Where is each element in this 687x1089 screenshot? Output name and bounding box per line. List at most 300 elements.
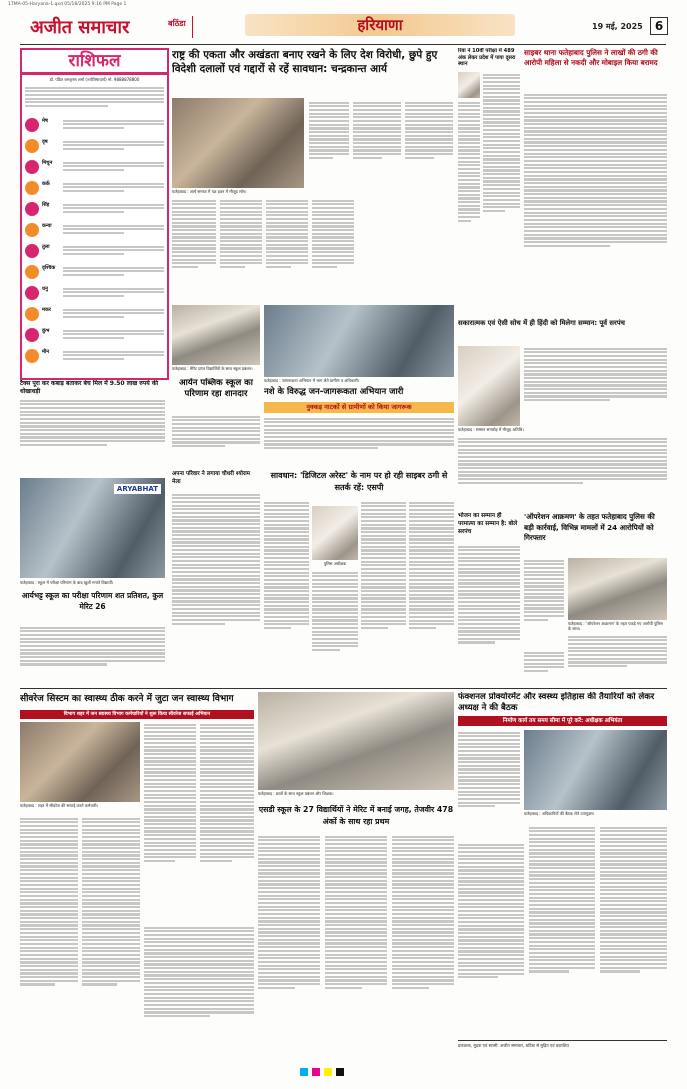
text-line [264, 542, 309, 544]
text-line [63, 351, 164, 353]
text-line [264, 520, 309, 522]
text-line [144, 764, 196, 766]
text-line [312, 266, 337, 268]
text-line [361, 561, 406, 563]
text-line [200, 783, 254, 785]
text-line [258, 961, 320, 963]
text-line [20, 847, 78, 849]
print-slug: 17MA-05-Haryana-1.qxd 05/18/2025 9:16 PM Page 1 [8, 2, 127, 7]
text-line [63, 288, 164, 290]
rashi-label: कुंभ [42, 328, 50, 334]
text-line [529, 904, 595, 906]
text-line [312, 579, 358, 581]
text-line [458, 746, 520, 748]
text-line [20, 851, 78, 853]
text-line [325, 865, 387, 867]
text-line [200, 771, 254, 773]
text-line [392, 883, 454, 885]
text-line [529, 970, 569, 972]
text-line [172, 218, 216, 220]
text-line [524, 607, 564, 609]
text-line [264, 502, 309, 504]
text-line [458, 925, 524, 927]
text-line [264, 557, 309, 559]
text-line [172, 582, 260, 584]
text-line [325, 983, 387, 985]
text-line [524, 351, 667, 353]
text-line [264, 418, 454, 420]
text-line [258, 968, 320, 970]
text-line [144, 945, 254, 947]
text-line [264, 429, 454, 431]
text-line [63, 225, 164, 227]
text-line [82, 836, 140, 838]
rashi-label: धनु [42, 286, 48, 292]
text-line [405, 124, 453, 126]
text-line [483, 144, 520, 146]
text-line [172, 251, 216, 253]
text-line [200, 779, 254, 781]
text-line [20, 630, 165, 632]
text-line [20, 965, 78, 967]
text-line [529, 915, 595, 917]
zodiac-icon [25, 181, 39, 195]
text-line [483, 177, 520, 179]
text-line [172, 549, 260, 551]
text-line [82, 936, 140, 938]
text-line [483, 121, 520, 123]
rashi-text [63, 307, 164, 326]
text-line [409, 505, 454, 507]
text-line [458, 936, 524, 938]
text-line [600, 834, 667, 836]
text-line [600, 856, 667, 858]
text-line [200, 742, 254, 744]
text-line [600, 956, 667, 958]
rashi-label: कन्या [42, 223, 52, 229]
text-line [312, 572, 358, 574]
text-line [144, 986, 254, 988]
text-line [258, 869, 320, 871]
text-line [600, 937, 667, 939]
text-line [458, 105, 480, 107]
text-line [409, 531, 454, 533]
text-line [409, 561, 454, 563]
text-line [258, 939, 320, 941]
text-line [63, 165, 164, 167]
text-line [82, 891, 140, 893]
text-line [524, 655, 564, 657]
text-line [20, 913, 78, 915]
text-line [200, 823, 254, 825]
text-line [264, 564, 309, 566]
text-line [172, 225, 216, 227]
text-line [458, 750, 520, 752]
text-line [309, 127, 349, 129]
text-line [524, 197, 667, 199]
rashi-row [25, 223, 164, 243]
text-line [172, 497, 260, 499]
text-line [325, 843, 387, 845]
text-line [325, 946, 387, 948]
text-line [483, 136, 520, 138]
text-line [172, 560, 260, 562]
imprint-rule [458, 1040, 667, 1041]
text-line [144, 738, 196, 740]
text-line [409, 527, 454, 529]
text-line [458, 612, 520, 614]
topright-small-body [483, 72, 520, 272]
text-line [524, 377, 667, 379]
text-line [524, 208, 667, 210]
text-line [172, 240, 216, 242]
text-line [524, 560, 564, 562]
text-line [409, 572, 454, 574]
text-line [325, 847, 387, 849]
text-line [309, 135, 349, 137]
text-line [458, 779, 520, 781]
text-line [172, 427, 260, 429]
text-line [144, 952, 254, 954]
text-line [258, 836, 320, 838]
text-line [144, 812, 196, 814]
text-line [20, 936, 78, 938]
text-line [266, 218, 308, 220]
text-line [524, 123, 667, 125]
text-line [524, 105, 667, 107]
text-line [144, 967, 254, 969]
text-line [524, 604, 564, 606]
text-line [458, 798, 520, 800]
text-line [458, 452, 667, 454]
text-line [20, 656, 165, 658]
text-line [20, 924, 78, 926]
text-line [325, 931, 387, 933]
text-line [458, 568, 520, 570]
text-line [266, 255, 308, 257]
text-line [458, 212, 480, 214]
text-line [524, 663, 564, 665]
text-line [409, 597, 454, 599]
text-line [172, 266, 198, 268]
text-line [144, 735, 196, 737]
text-line [458, 855, 524, 857]
text-line [312, 259, 354, 261]
text-line [392, 909, 454, 911]
text-line [458, 917, 524, 919]
text-line [458, 761, 520, 763]
bhojan-headline: भोजन का सम्मान ही परमात्मा का सम्मान है: बोले सरपंच [458, 513, 518, 535]
text-line [458, 449, 667, 451]
text-line [312, 251, 354, 253]
text-line [392, 928, 454, 930]
text-line [600, 849, 667, 851]
text-line [483, 195, 520, 197]
text-line [524, 226, 667, 228]
text-line [20, 921, 78, 923]
text-line [524, 127, 667, 129]
text-line [524, 167, 667, 169]
text-line [524, 97, 667, 99]
text-line [264, 436, 454, 438]
text-line [392, 865, 454, 867]
text-line [264, 447, 378, 449]
sanskar-body [524, 346, 667, 426]
text-line [325, 961, 387, 963]
text-line [529, 963, 595, 965]
text-line [264, 608, 309, 610]
text-line [258, 954, 320, 956]
text-line [200, 805, 254, 807]
rashi-text [63, 118, 164, 137]
text-line [144, 794, 196, 796]
text-line [258, 891, 320, 893]
text-line [264, 590, 309, 592]
text-line [200, 768, 254, 770]
text-line [200, 849, 254, 851]
text-line [361, 502, 406, 504]
nashe-subhead: नुक्कड़ नाटकों से ग्रामीणों को किया जागरूक [306, 403, 412, 411]
text-line [409, 524, 454, 526]
text-line [353, 113, 401, 115]
sewer-body-c [20, 816, 78, 1056]
text-line [325, 976, 387, 978]
text-line [392, 950, 454, 952]
text-line [405, 120, 453, 122]
text-line [458, 582, 520, 584]
text-line [144, 930, 254, 932]
text-line [144, 779, 196, 781]
text-line [264, 421, 454, 423]
text-line [82, 954, 140, 956]
text-line [144, 808, 196, 810]
text-line [312, 240, 354, 242]
text-line [392, 924, 454, 926]
text-line [353, 105, 401, 107]
text-line [458, 175, 480, 177]
text-line [458, 844, 524, 846]
text-line [200, 753, 254, 755]
text-line [312, 631, 358, 633]
text-line [172, 255, 216, 257]
text-line [392, 836, 454, 838]
text-line [458, 965, 524, 967]
text-line [325, 872, 387, 874]
text-line [458, 579, 520, 581]
text-line [524, 186, 667, 188]
text-line [312, 645, 358, 647]
text-line [458, 805, 495, 807]
nashe-subhead-band [264, 402, 454, 413]
text-line [458, 903, 524, 905]
text-line [82, 851, 140, 853]
masthead-city: बठिंडा [168, 19, 186, 28]
aryabhat-logo: ARYABHAT [114, 484, 161, 494]
text-line [144, 786, 196, 788]
text-line [312, 211, 354, 213]
text-line [524, 171, 667, 173]
text-line [361, 505, 406, 507]
text-line [458, 943, 524, 945]
text-line [409, 627, 436, 629]
text-line [458, 623, 520, 625]
text-line [144, 934, 254, 936]
text-line [82, 873, 140, 875]
text-line [144, 997, 254, 999]
text-line [524, 141, 667, 143]
text-line [458, 939, 524, 941]
text-line [458, 619, 520, 621]
text-line [568, 654, 667, 656]
text-line [144, 727, 196, 729]
text-line [258, 854, 320, 856]
text-line [392, 920, 454, 922]
meeting-body-b [458, 842, 524, 1037]
text-line [392, 913, 454, 915]
text-line [361, 572, 406, 574]
text-line [258, 976, 320, 978]
text-line [409, 623, 454, 625]
text-line [483, 199, 520, 201]
text-line [144, 768, 196, 770]
rashi-label: सिंह [42, 202, 50, 208]
zodiac-icon [25, 118, 39, 132]
text-line [82, 980, 140, 982]
sewer-photo [20, 722, 140, 802]
lead-col-c [405, 100, 453, 186]
text-line [258, 839, 320, 841]
text-line [353, 142, 401, 144]
text-line [200, 786, 254, 788]
text-line [405, 142, 453, 144]
text-line [20, 880, 78, 882]
text-line [312, 627, 358, 629]
text-line [600, 867, 667, 869]
text-line [309, 149, 349, 151]
text-line [20, 888, 78, 890]
text-line [144, 823, 196, 825]
text-line [361, 583, 406, 585]
text-line [483, 125, 520, 127]
text-line [529, 863, 595, 865]
text-line [144, 853, 196, 855]
text-line [458, 474, 667, 476]
text-line [458, 460, 667, 462]
text-line [312, 583, 358, 585]
text-line [483, 166, 520, 168]
text-line [600, 930, 667, 932]
text-line [458, 895, 524, 897]
text-line [309, 138, 349, 140]
text-line [361, 575, 406, 577]
text-line [529, 956, 595, 958]
text-line [144, 742, 196, 744]
text-line [529, 900, 595, 902]
sp-photo [312, 506, 358, 560]
text-line [361, 516, 406, 518]
text-line [82, 965, 140, 967]
text-line [63, 295, 124, 297]
text-line [524, 615, 564, 617]
text-line [172, 494, 260, 496]
text-line [325, 935, 387, 937]
text-line [258, 920, 320, 922]
text-line [600, 886, 667, 888]
topright-headline: साइबर थाना फतेहाबाद पुलिस ने लाखों की ठगी की आरोपी महिला से नकदी और मोबाइल किया बरामद [524, 48, 658, 67]
text-line [458, 921, 524, 923]
text-line [353, 157, 382, 159]
text-line [325, 898, 387, 900]
text-line [144, 834, 196, 836]
text-line [392, 942, 454, 944]
text-line [264, 538, 309, 540]
aryabhat-photo [20, 478, 165, 578]
text-line [529, 849, 595, 851]
text-line [409, 612, 454, 614]
text-line [20, 961, 78, 963]
text-line [172, 527, 260, 529]
text-line [458, 138, 480, 140]
aryabhat-caption: फतेहाबाद : स्कूल में परीक्षा परिणाम के बाद खुशी मनाते विद्यार्थी। [20, 580, 114, 585]
text-line [600, 841, 667, 843]
text-line [529, 830, 595, 832]
rashi-text [63, 286, 164, 305]
text-line [144, 819, 196, 821]
text-line [264, 583, 309, 585]
text-line [458, 549, 520, 551]
rashifal-subtitle: डॉ. पंडित रामकृष्ण शर्मा (ज्योतिषाचार्य) मो. 9888878800 [49, 77, 140, 82]
text-line [20, 418, 165, 420]
text-line [353, 120, 401, 122]
text-line [529, 867, 595, 869]
text-line [82, 877, 140, 879]
text-line [20, 821, 78, 823]
text-line [568, 650, 667, 652]
text-line [309, 131, 349, 133]
text-line [220, 240, 262, 242]
issue-date: 19 मई, 2025 [592, 22, 643, 31]
text-line [20, 954, 78, 956]
text-line [458, 958, 524, 960]
text-line [458, 641, 495, 643]
text-line [144, 790, 196, 792]
text-line [82, 958, 140, 960]
text-line [82, 825, 140, 827]
text-line [325, 913, 387, 915]
text-line [200, 856, 254, 858]
text-line [312, 214, 354, 216]
text-line [524, 399, 610, 401]
text-line [144, 775, 196, 777]
text-line [325, 891, 387, 893]
text-line [82, 969, 140, 971]
text-line [600, 863, 667, 865]
text-line [266, 251, 308, 253]
text-line [361, 620, 406, 622]
text-line [20, 873, 78, 875]
topright-body [524, 92, 667, 312]
text-line [600, 933, 667, 935]
text-line [568, 658, 667, 660]
text-line [524, 563, 564, 565]
zodiac-icon [25, 349, 39, 363]
text-line [20, 652, 165, 654]
text-line [172, 612, 260, 614]
text-line [258, 865, 320, 867]
sdschool-body-c [392, 834, 454, 1056]
text-line [63, 354, 164, 356]
text-line [458, 590, 520, 592]
